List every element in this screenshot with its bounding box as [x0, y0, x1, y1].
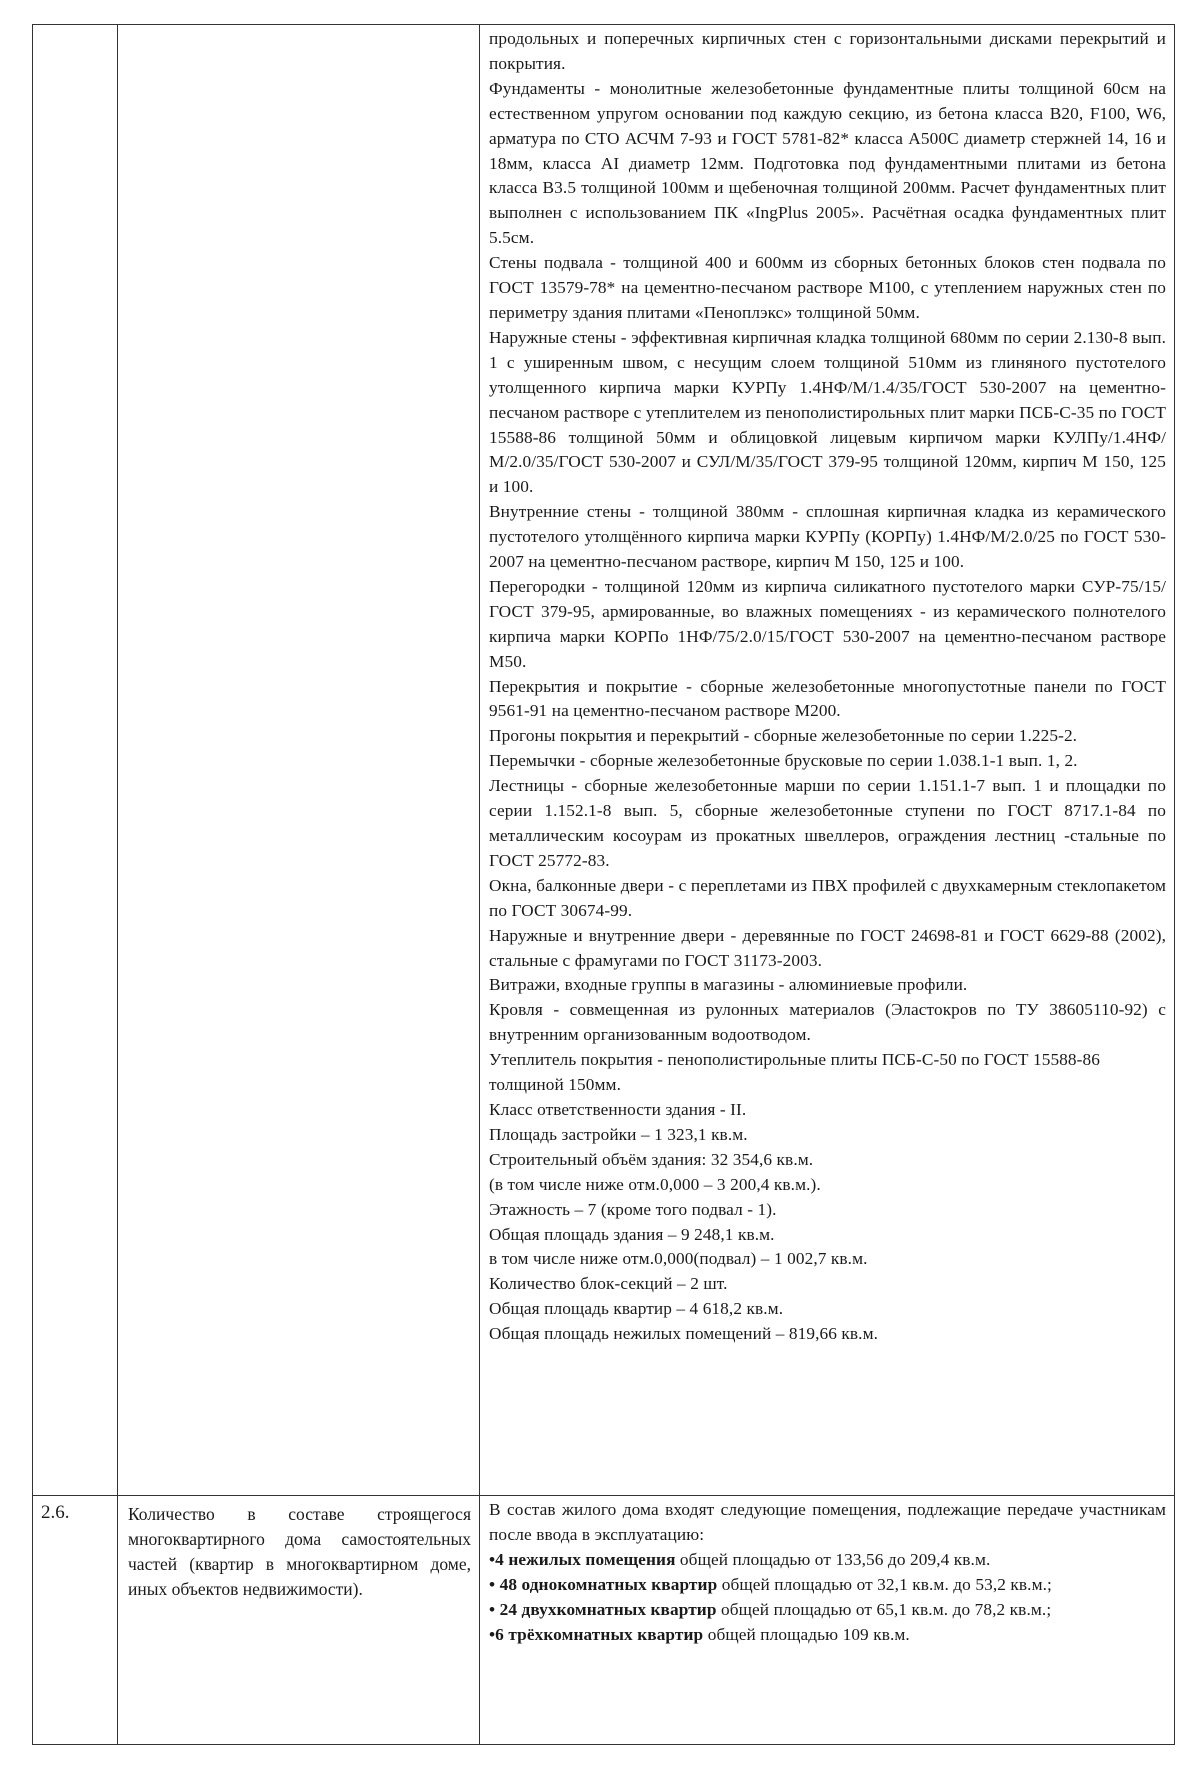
- bullet: •: [489, 1574, 496, 1594]
- item-bold: 4 нежилых помещения: [495, 1549, 676, 1569]
- item-bold: 48 однокомнатных квартир: [495, 1574, 718, 1594]
- paragraph: продольных и поперечных кирпичных стен с горизонтальными дисками перекрытий и покрытия.: [489, 29, 1166, 73]
- row-number: 2.6.: [33, 1496, 118, 1745]
- list-item: [489, 1623, 1166, 1648]
- item-text: общей площадью 109 кв.м.: [703, 1624, 910, 1644]
- intro-paragraph: В состав жилого дома входят следующие помещения, подлежащие передаче участникам после ввода в эксплуатацию:: [489, 1500, 1166, 1544]
- paragraph: Класс ответственности здания - II.: [489, 1099, 747, 1119]
- row-description-cell: [480, 25, 1175, 1496]
- item-bold: 6 трёхкомнатных квартир: [495, 1624, 704, 1644]
- item-bold: 24 двухкомнатных квартир: [495, 1599, 717, 1619]
- paragraph: Общая площадь здания – 9 248,1 кв.м.: [489, 1224, 775, 1244]
- list-item: [489, 1598, 1166, 1623]
- paragraph: Наружные стены - эффективная кирпичная кладка толщиной 680мм по серии 2.130-8 вып. 1 с уширенным швом, с несущим слоем толщиной 510мм из глиняного пустотелого утолщенного кирпича марки КУРПу 1.4НФ/М/1.4/35/ГОСТ 530-2007 на цементно-песчаном растворе с утеплителем из пенополистирольных плит марки ПСБ-С-35 по ГОСТ 15588-86 толщиной 50мм и облицовкой лицевым кирпичом марки КУЛПу/1.4НФ/М/2.0/35/ГОСТ 530-2007 и СУЛ/М/35/ГОСТ 379-95 толщиной 120мм, кирпич М 150, 125 и 100.: [489, 327, 1166, 497]
- row-name: Количество в составе строящегося многоквартирного дома самостоятельных частей (квартир в многоквартирном доме, иных объектов недвижимости).: [118, 1496, 480, 1745]
- bullet: •: [489, 1549, 496, 1569]
- bullet: •: [489, 1599, 496, 1619]
- paragraph: Фундаменты - монолитные железобетонные фундаментные плиты толщиной 60см на естественном упругом основании под каждую секцию, из бетона класса В20, F100, W6, арматура по СТО АСЧМ 7-93 и ГОСТ 5781-82* класса А500С диаметр стержней 14, 16 и 18мм, класса АI диаметр 12мм. Подготовка под фундаментными плитами из бетона класса В3.5 толщиной 100мм и щебеночная толщиной 200мм. Расчет фундаментных плит выполнен с использованием ПК «IngPlus 2005». Расчётная осадка фундаментных плит 5.5см.: [489, 78, 1166, 248]
- paragraph: Этажность – 7 (кроме того подвал - 1).: [489, 1199, 777, 1219]
- paragraph: Перемычки - сборные железобетонные брусковые по серии 1.038.1-1 вып. 1, 2.: [489, 751, 1078, 771]
- paragraph: Витражи, входные группы в магазины - алюминиевые профили.: [489, 975, 968, 995]
- paragraph: Общая площадь нежилых помещений – 819,66 кв.м.: [489, 1324, 879, 1344]
- specification-table: [32, 24, 1175, 1745]
- paragraph: Стены подвала - толщиной 400 и 600мм из сборных бетонных блоков стен подвала по ГОСТ 13579-78* на цементно-песчаном растворе М100, с утеплением наружных стен по периметру здания плитами «Пеноплэкс» толщиной 50мм.: [489, 253, 1166, 322]
- table-row: [33, 1496, 1175, 1745]
- list-item: [489, 1573, 1166, 1598]
- row-number-cell: [33, 25, 118, 1496]
- row-name-cell: [118, 25, 480, 1496]
- row-description-cell: [480, 1496, 1175, 1745]
- item-text: общей площадью от 65,1 кв.м. до 78,2 кв.м.;: [716, 1599, 1052, 1619]
- paragraph: Наружные и внутренние двери - деревянные по ГОСТ 24698-81 и ГОСТ 6629-88 (2002), стальные с фрамугами по ГОСТ 31173-2003.: [489, 925, 1166, 970]
- paragraph: Окна, балконные двери - с переплетами из ПВХ профилей с двухкамерным стеклопакетом по ГОСТ 30674-99.: [489, 875, 1166, 920]
- bullet: •: [489, 1624, 496, 1644]
- paragraph: Перегородки - толщиной 120мм из кирпича силикатного пустотелого марки СУР-75/15/ГОСТ 379-95, армированные, во влажных помещениях - из керамического полнотелого кирпича марки КОРПо 1НФ/75/2.0/15/ГОСТ 530-2007 на цементно-песчаном растворе М50.: [489, 576, 1166, 671]
- list-item: [489, 1548, 1166, 1573]
- paragraph: Лестницы - сборные железобетонные марши по серии 1.151.1-7 вып. 1 и площадки по серии 1.152.1-8 вып. 5, сборные железобетонные ступени по ГОСТ 8717.1-84 по металлическим косоурам из прокатных швеллеров, ограждения лестниц -стальные по ГОСТ 25772-83.: [489, 776, 1166, 870]
- paragraph: Строительный объём здания: 32 354,6 кв.м.: [489, 1149, 814, 1169]
- paragraph: Площадь застройки – 1 323,1 кв.м.: [489, 1124, 748, 1144]
- item-text: общей площадью от 32,1 кв.м. до 53,2 кв.м.;: [717, 1574, 1052, 1594]
- paragraph: в том числе ниже отм.0,000(подвал) – 1 002,7 кв.м.: [489, 1249, 868, 1269]
- paragraph: (в том числе ниже отм.0,000 – 3 200,4 кв.м.).: [489, 1174, 821, 1194]
- paragraph: Внутренние стены - толщиной 380мм - сплошная кирпичная кладка из керамического пустотелого утолщённого кирпича марки КУРПу (КОРПу) 1.4НФ/М/2.0/25 по ГОСТ 530-2007 на цементно-песчаном растворе, кирпич М 150, 125 и 100.: [489, 502, 1166, 572]
- paragraph: Утеплитель покрытия - пенополистирольные плиты ПСБ-С-50 по ГОСТ 15588-86 толщиной 150мм.: [489, 1050, 1100, 1095]
- paragraph: Общая площадь квартир – 4 618,2 кв.м.: [489, 1299, 784, 1319]
- paragraph: Перекрытия и покрытие - сборные железобетонные многопустотные панели по ГОСТ 9561-91 на цементно-песчаном растворе М200.: [489, 676, 1166, 721]
- paragraph: Кровля - совмещенная из рулонных материалов (Эластокров по ТУ 38605110-92) с внутренним организованным водоотводом.: [489, 1000, 1166, 1045]
- table-row: [33, 25, 1175, 1496]
- paragraph: Прогоны покрытия и перекрытий - сборные железобетонные по серии 1.225-2.: [489, 726, 1078, 746]
- paragraph: Количество блок-секций – 2 шт.: [489, 1274, 728, 1294]
- item-text: общей площадью от 133,56 до 209,4 кв.м.: [675, 1549, 991, 1569]
